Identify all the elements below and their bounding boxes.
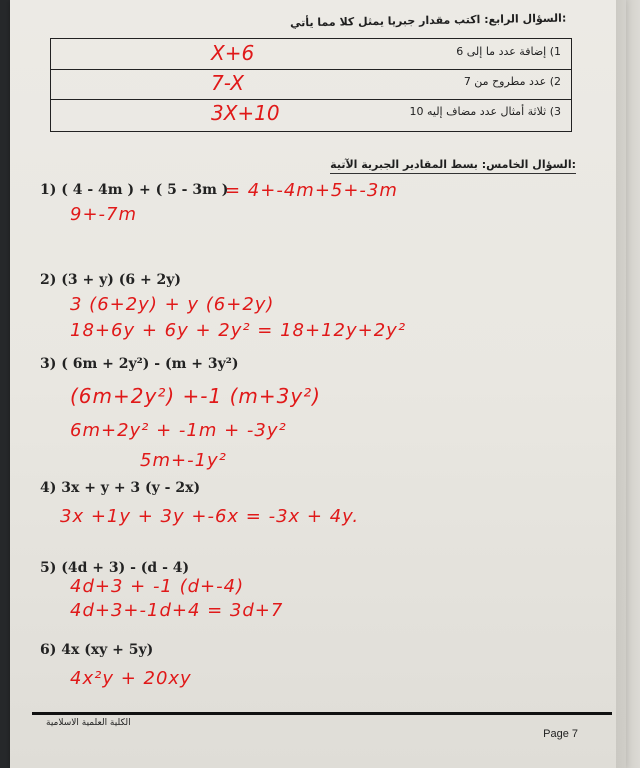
school-name: الكلية العلمية الاسلامية [46,718,131,728]
table-row [51,39,571,70]
problem-label: 1) ( 4 - 4m ) + ( 5 - 3m ) [40,182,229,198]
footer-rule [32,712,612,715]
question-five-title: :السؤال الخامس: بسط المقادير الجبرية الآتية [330,158,576,174]
table-answer: X+6 [211,41,255,65]
table-row [51,99,571,129]
handwritten-work: 18+6y + 6y + 2y² = 18+12y+2y² [70,320,407,341]
table-question: 3) ثلاثة أمثال عدد مضاف إليه 10 [409,105,561,118]
handwritten-work: 9+-7m [70,204,138,225]
table-question: 1) إضافة عدد ما إلى 6 [456,45,561,58]
problem-label: 2) (3 + y) (6 + 2y) [40,272,182,288]
handwritten-work: = 4+-4m+5+-3m [225,180,398,201]
table-question: 2) عدد مطروح من 7 [463,75,561,88]
handwritten-work: (6m+2y²) +-1 (m+3y²) [70,384,321,408]
table-answer: 3X+10 [211,101,280,125]
table-answer: 7-X [211,71,244,95]
page-number: Page 7 [543,728,578,740]
handwritten-work: 4x²y + 20xy [70,668,192,689]
worksheet-page [10,0,626,768]
handwritten-work: 4d+3 + -1 (d+-4) [70,576,245,597]
handwritten-work: 3x +1y + 3y +-6x = -3x + 4y. [60,506,360,527]
question-four-header: :السؤال الرابع: اكتب مقدار جبريا يمثل كلا مما يأتي [289,11,567,30]
page-curl [616,0,640,768]
handwritten-work: 5m+-1y² [140,450,227,471]
table-row [51,69,571,100]
handwritten-work: 6m+2y² + -1m + -3y² [70,420,287,441]
handwritten-work: 3 (6+2y) + y (6+2y) [70,294,275,315]
problem-label: 3) ( 6m + 2y²) - (m + 3y²) [40,356,239,372]
handwritten-work: 4d+3+-1d+4 = 3d+7 [70,600,284,621]
problem-label: 5) (4d + 3) - (d - 4) [40,560,190,576]
problem-label: 4) 3x + y + 3 (y - 2x) [40,480,201,496]
answer-table [50,38,572,132]
problem-label: 6) 4x (xy + 5y) [40,642,154,658]
